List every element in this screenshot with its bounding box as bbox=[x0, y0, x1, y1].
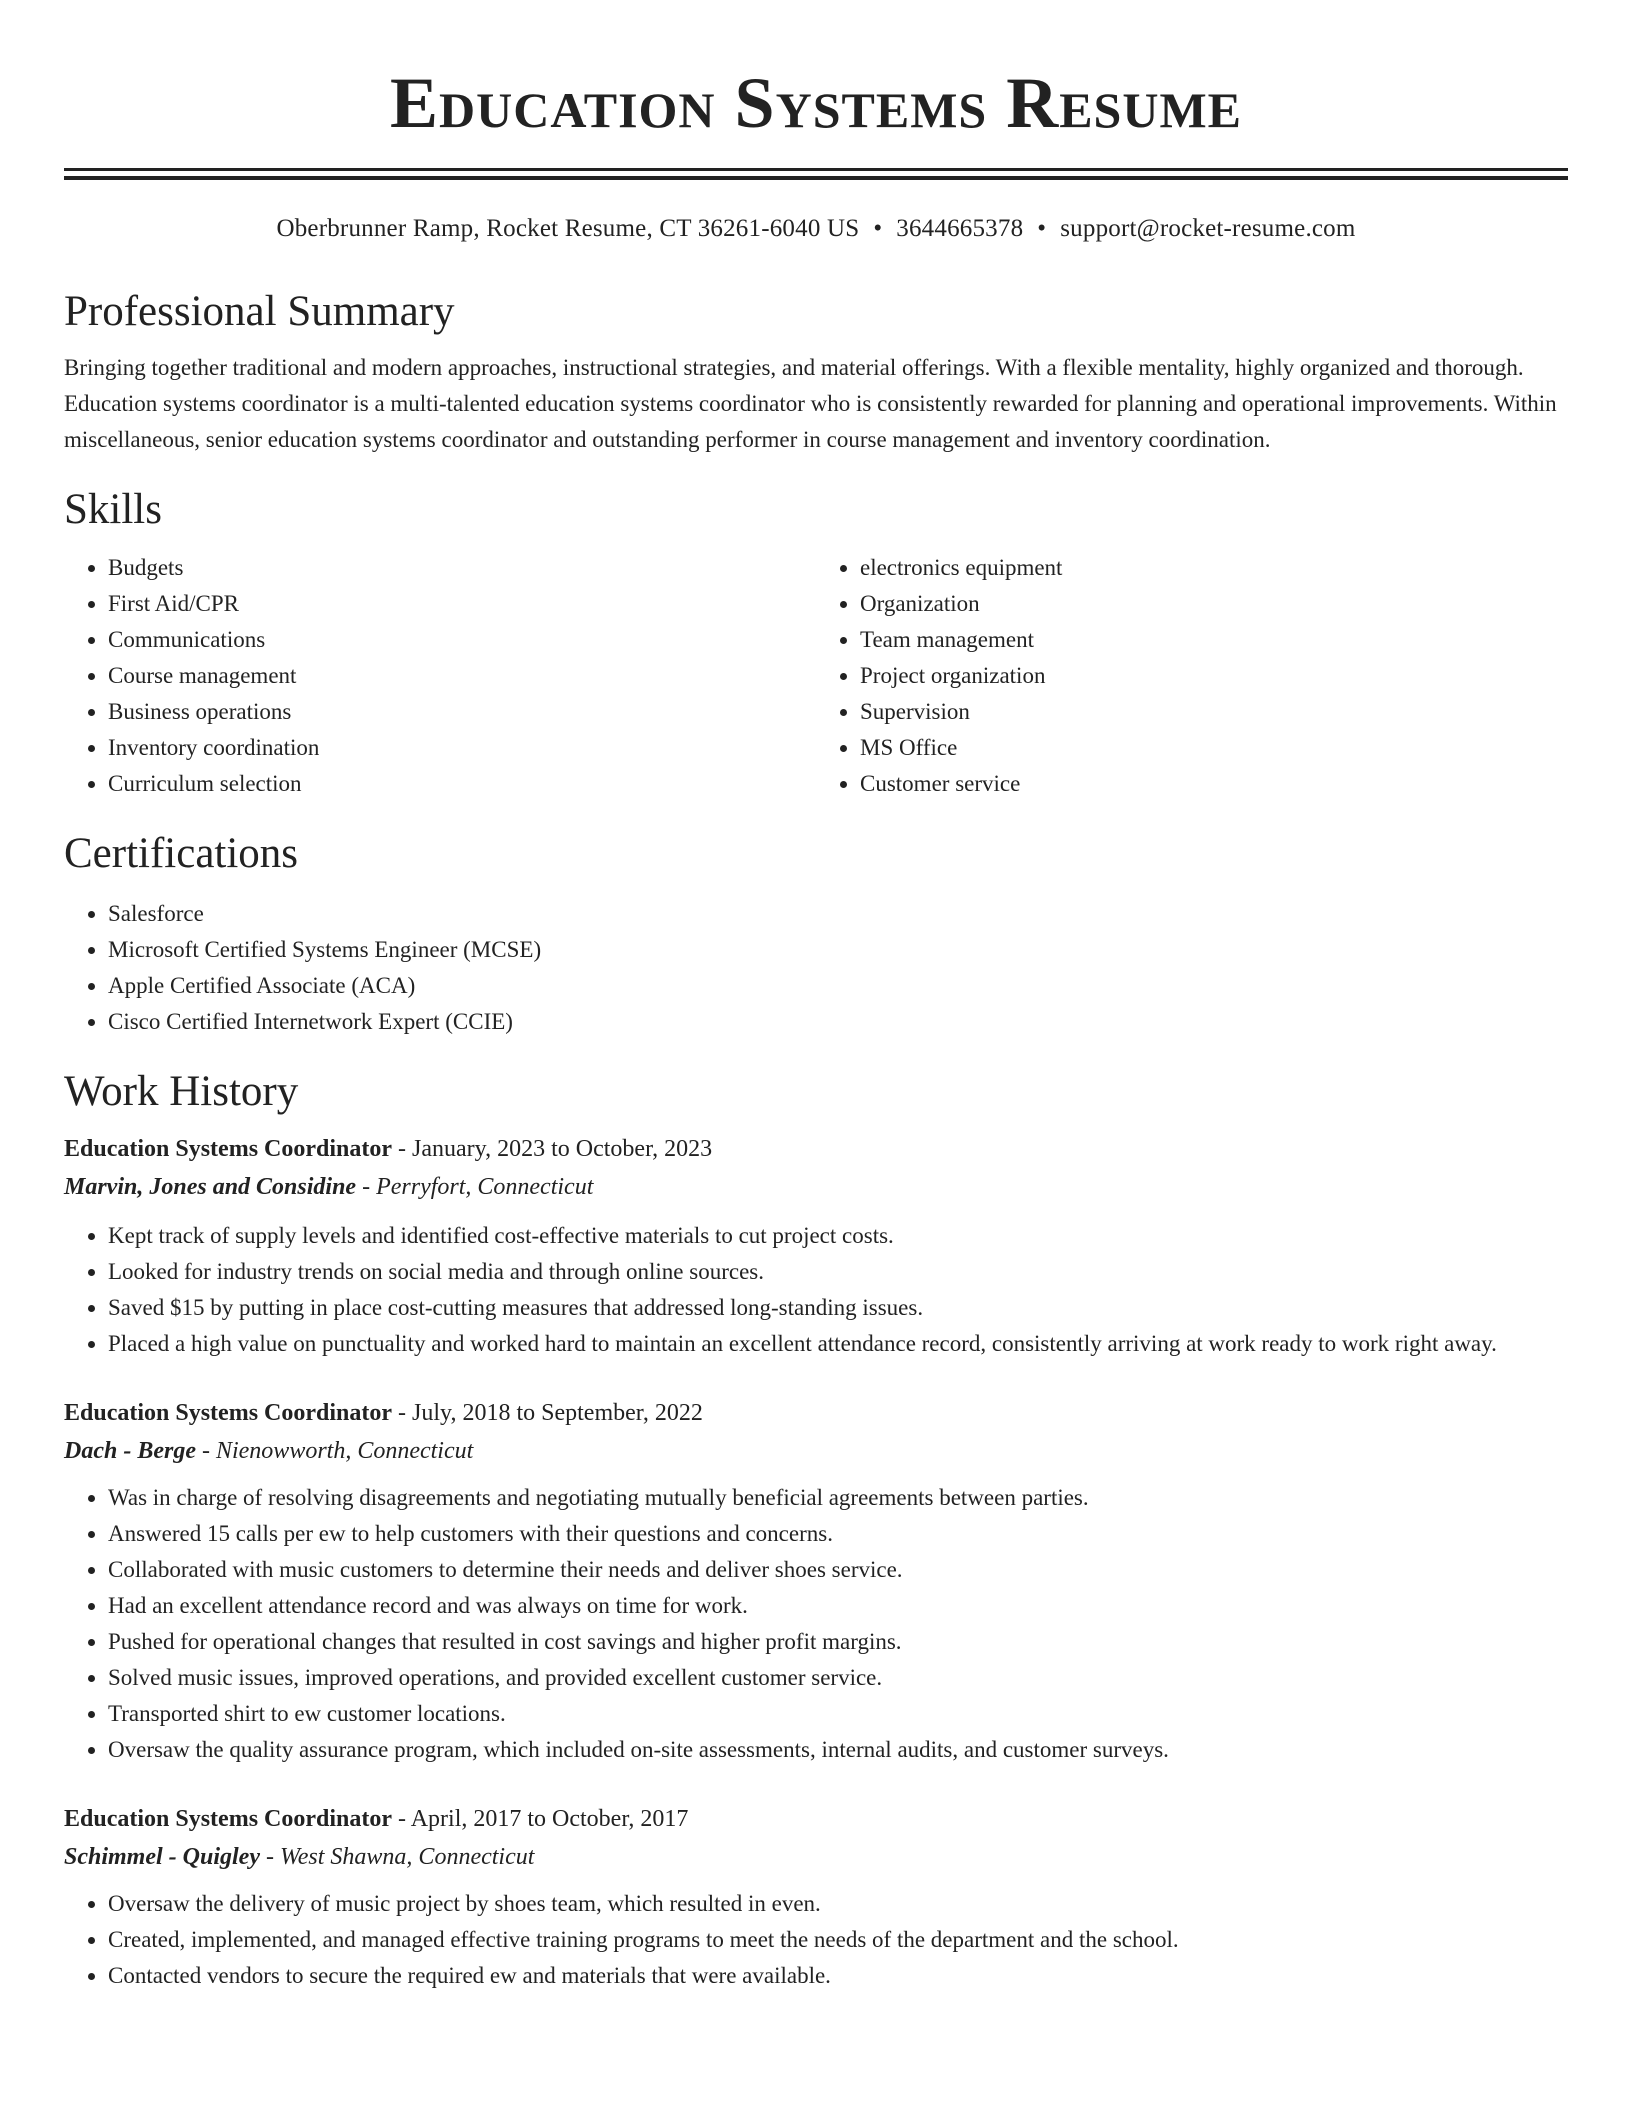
job-bullet: • Transported shirt to ew customer locations. bbox=[108, 1696, 1568, 1732]
job-bullet: • Collaborated with music customers to determine their needs and deliver shoes service. bbox=[108, 1552, 1568, 1588]
job-bullet: • Solved music issues, improved operations, and provided excellent customer service. bbox=[108, 1660, 1568, 1696]
summary-text: Bringing together traditional and modern approaches, instructional strategies, and material offerings. With a flexible mentality, highly organized and thorough. Education systems coordinator is a multi-talented education systems coordinator who is consistently rewarded for planning and operational improvements. Within miscellaneous, senior education systems coordinator and outstanding performer in course management and inventory coordination. bbox=[64, 355, 1557, 452]
company-line bbox=[64, 1432, 1568, 1470]
skills-heading: Skills bbox=[64, 486, 162, 533]
skill-item: • Project organization bbox=[860, 658, 1568, 694]
title-divider-bottom bbox=[64, 176, 1568, 180]
certification-item: • Cisco Certified Internetwork Expert (CCIE) bbox=[108, 1004, 1568, 1040]
skill-item: • Customer service bbox=[860, 766, 1568, 802]
company-name: Marvin, Jones and Considine bbox=[64, 1174, 357, 1200]
skill-item: • Team management bbox=[860, 622, 1568, 658]
job-dates: - April, 2017 to October, 2017 bbox=[392, 1806, 689, 1832]
job-bullet: • Had an excellent attendance record and was always on time for work. bbox=[108, 1588, 1568, 1624]
job-title: Education Systems Coordinator bbox=[64, 1806, 393, 1832]
job-bullet: • Answered 15 calls per ew to help customers with their questions and concerns. bbox=[108, 1516, 1568, 1552]
certifications-heading: Certifications bbox=[64, 830, 299, 877]
skill-item: • electronics equipment bbox=[860, 550, 1568, 586]
skills-list bbox=[64, 550, 1568, 802]
contact-phone: 3644665378 bbox=[896, 215, 1024, 242]
summary-heading: Professional Summary bbox=[64, 288, 455, 335]
job-title: Education Systems Coordinator bbox=[64, 1136, 393, 1162]
job-title-line bbox=[64, 1394, 1568, 1432]
contact-line bbox=[64, 212, 1568, 246]
skill-item: • Supervision bbox=[860, 694, 1568, 730]
contact-separator: • bbox=[873, 215, 883, 242]
contact-separator: • bbox=[1037, 215, 1047, 242]
job-dates: - July, 2018 to September, 2022 bbox=[392, 1400, 703, 1426]
job-bullet: • Oversaw the delivery of music project by shoes team, which resulted in even. bbox=[108, 1886, 1568, 1922]
contact-email: support@rocket-resume.com bbox=[1060, 215, 1356, 242]
job-dates: - January, 2023 to October, 2023 bbox=[392, 1136, 713, 1162]
skill-item: • Budgets bbox=[108, 550, 816, 586]
certifications-list bbox=[64, 896, 1568, 1040]
contact-address: Oberbrunner Ramp, Rocket Resume, CT 36261-6040 US bbox=[276, 215, 860, 242]
job-bullet: • Contacted vendors to secure the required ew and materials that were available. bbox=[108, 1958, 1568, 1994]
job-entry bbox=[64, 1800, 1568, 1994]
job-entry bbox=[64, 1394, 1568, 1768]
certification-item: • Microsoft Certified Systems Engineer (MCSE) bbox=[108, 932, 1568, 968]
company-name: Schimmel - Quigley bbox=[64, 1844, 260, 1870]
job-bullet: • Placed a high value on punctuality and worked hard to maintain an excellent attendance record, consistently arriving at work ready to work right away. bbox=[108, 1326, 1568, 1362]
title-divider-top bbox=[64, 168, 1568, 171]
job-bullets bbox=[64, 1886, 1568, 1994]
skill-item: • Business operations bbox=[108, 694, 816, 730]
job-bullet: • Pushed for operational changes that resulted in cost savings and higher profit margins. bbox=[108, 1624, 1568, 1660]
certification-item: • Apple Certified Associate (ACA) bbox=[108, 968, 1568, 1004]
company-location: - West Shawna, Connecticut bbox=[259, 1844, 535, 1870]
work-history-heading: Work History bbox=[64, 1068, 299, 1115]
skill-item: • MS Office bbox=[860, 730, 1568, 766]
skills-column-right bbox=[816, 550, 1568, 802]
company-name: Dach - Berge bbox=[64, 1438, 196, 1464]
job-bullet: • Was in charge of resolving disagreements and negotiating mutually beneficial agreements between parties. bbox=[108, 1480, 1568, 1516]
resume-title: Education Systems Resume bbox=[389, 63, 1242, 143]
job-bullet: • Kept track of supply levels and identified cost-effective materials to cut project costs. bbox=[108, 1218, 1568, 1254]
company-location: - Nienowworth, Connecticut bbox=[195, 1438, 474, 1464]
job-bullet: • Created, implemented, and managed effective training programs to meet the needs of the department and the school. bbox=[108, 1922, 1568, 1958]
job-title-line bbox=[64, 1800, 1568, 1838]
skill-item: • First Aid/CPR bbox=[108, 586, 816, 622]
skill-item: • Communications bbox=[108, 622, 816, 658]
job-bullet: • Oversaw the quality assurance program, which included on-site assessments, internal audits, and customer surveys. bbox=[108, 1732, 1568, 1768]
company-line bbox=[64, 1838, 1568, 1876]
certification-item: • Salesforce bbox=[108, 896, 1568, 932]
skills-column-left bbox=[64, 550, 816, 802]
job-title-line bbox=[64, 1130, 1568, 1168]
skill-item: • Inventory coordination bbox=[108, 730, 816, 766]
job-bullet: • Saved $15 by putting in place cost-cutting measures that addressed long-standing issues. bbox=[108, 1290, 1568, 1326]
company-location: - Perryfort, Connecticut bbox=[356, 1174, 594, 1200]
job-title: Education Systems Coordinator bbox=[64, 1400, 393, 1426]
job-bullet: • Looked for industry trends on social media and through online sources. bbox=[108, 1254, 1568, 1290]
job-bullets bbox=[64, 1218, 1568, 1362]
job-bullets bbox=[64, 1480, 1568, 1768]
job-entry bbox=[64, 1130, 1568, 1362]
skill-item: • Course management bbox=[108, 658, 816, 694]
company-line bbox=[64, 1168, 1568, 1206]
skill-item: • Curriculum selection bbox=[108, 766, 816, 802]
skill-item: • Organization bbox=[860, 586, 1568, 622]
